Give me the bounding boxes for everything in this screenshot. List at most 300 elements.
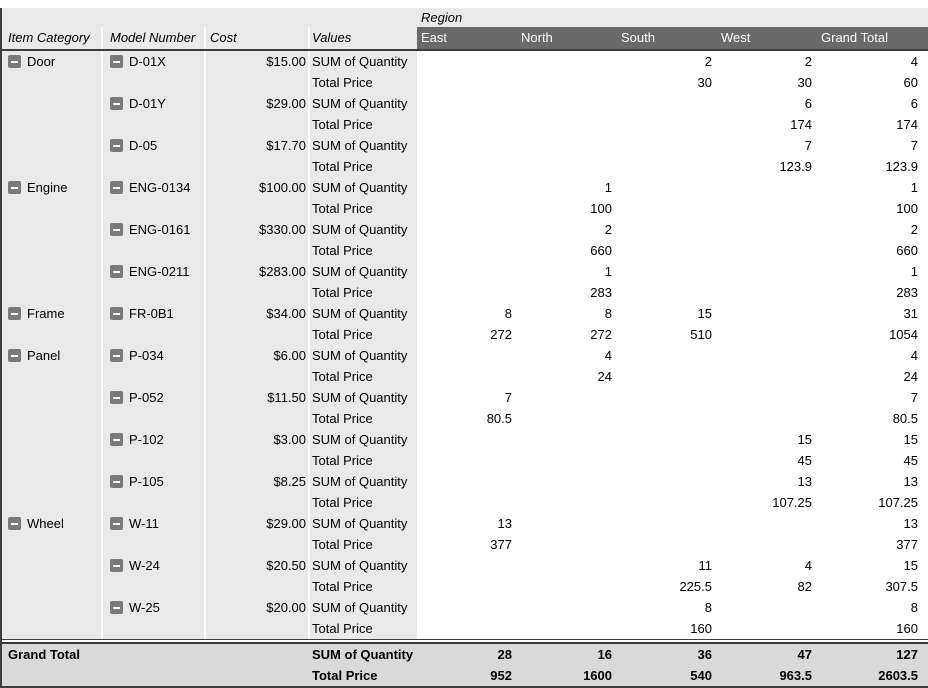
values-label-cell[interactable]: SUM of Quantity <box>310 471 417 492</box>
cell-west[interactable]: 6 <box>804 96 812 111</box>
cell-south[interactable] <box>617 513 717 534</box>
cost-cell[interactable] <box>206 240 310 261</box>
cell-east[interactable] <box>417 555 517 576</box>
cell-west[interactable]: 45 <box>797 453 812 468</box>
cell-west[interactable]: 47 <box>717 644 817 665</box>
cell-north[interactable]: 1600 <box>517 665 617 686</box>
values-label-cell[interactable]: Total Price <box>310 114 417 135</box>
region-label-cell[interactable] <box>417 8 928 27</box>
cell-east[interactable]: 272 <box>490 327 512 342</box>
cell-east[interactable]: 952 <box>417 665 517 686</box>
column-header-north[interactable]: North <box>517 27 617 49</box>
model-number-cell[interactable] <box>103 597 206 618</box>
collapse-category-button[interactable] <box>8 349 21 362</box>
cell-west[interactable] <box>717 324 817 345</box>
cell-north[interactable]: 8 <box>604 306 612 321</box>
item-category-cell[interactable] <box>0 387 103 408</box>
cell-west[interactable]: 123.9 <box>779 159 812 174</box>
cell-south[interactable] <box>617 471 717 492</box>
item-category-cell[interactable] <box>0 555 103 576</box>
cell-north[interactable]: 1 <box>604 264 612 279</box>
model-number-cell[interactable] <box>103 303 206 324</box>
cell-north[interactable] <box>517 387 617 408</box>
cell-south[interactable]: 8 <box>704 600 712 615</box>
cell-north[interactable] <box>517 555 617 576</box>
cell-total[interactable]: 2 <box>910 222 918 237</box>
cell-west[interactable] <box>717 408 817 429</box>
values-label-cell[interactable]: SUM of Quantity <box>310 303 417 324</box>
cell-west[interactable]: 963.5 <box>717 665 817 686</box>
cell-south[interactable] <box>617 261 717 282</box>
cost-cell[interactable]: $17.70 <box>206 135 310 156</box>
cell-south[interactable] <box>617 492 717 513</box>
cell-west[interactable] <box>717 177 817 198</box>
collapse-model-button[interactable] <box>110 475 123 488</box>
cell-east[interactable]: 80.5 <box>486 411 512 426</box>
collapse-model-button[interactable] <box>110 139 123 152</box>
collapse-model-button[interactable] <box>110 55 123 68</box>
values-label-cell[interactable]: Total Price <box>310 408 417 429</box>
cell-south[interactable]: 160 <box>690 621 712 636</box>
cell-north[interactable]: 24 <box>597 369 612 384</box>
cost-cell[interactable] <box>206 618 310 639</box>
collapse-category-button[interactable] <box>8 181 21 194</box>
collapse-category-button[interactable] <box>8 307 21 320</box>
cost-cell[interactable]: $6.00 <box>206 345 310 366</box>
cell-east[interactable]: 13 <box>497 516 512 531</box>
cell-west[interactable] <box>717 303 817 324</box>
model-number-cell[interactable] <box>103 408 206 429</box>
item-category-cell[interactable] <box>0 366 103 387</box>
cell-west[interactable]: 174 <box>790 117 812 132</box>
cell-total[interactable]: 123.9 <box>885 159 918 174</box>
cell-west[interactable] <box>717 387 817 408</box>
cell-total[interactable]: 4 <box>910 348 918 363</box>
cell-west[interactable] <box>717 345 817 366</box>
values-label-cell[interactable]: SUM of Quantity <box>310 555 417 576</box>
model-number-cell[interactable] <box>103 324 206 345</box>
cell-north[interactable] <box>517 114 617 135</box>
model-number-cell[interactable] <box>103 261 206 282</box>
cell-north[interactable] <box>517 156 617 177</box>
cell-north[interactable] <box>517 492 617 513</box>
model-number-cell[interactable] <box>103 198 206 219</box>
grand-total-label-cell[interactable] <box>0 665 103 686</box>
cost-cell[interactable] <box>206 156 310 177</box>
model-number-cell[interactable] <box>103 177 206 198</box>
cell-total[interactable]: 1 <box>910 180 918 195</box>
cost-cell[interactable]: $100.00 <box>206 177 310 198</box>
model-number-cell[interactable] <box>103 156 206 177</box>
cell-west[interactable] <box>717 597 817 618</box>
collapse-model-button[interactable] <box>110 223 123 236</box>
cell-south[interactable]: 225.5 <box>679 579 712 594</box>
collapse-model-button[interactable] <box>110 391 123 404</box>
item-category-cell[interactable] <box>0 324 103 345</box>
cell-total[interactable]: 31 <box>903 306 918 321</box>
header-item-category[interactable]: Item Category <box>0 27 103 49</box>
cell-south[interactable]: 30 <box>697 75 712 90</box>
cell-east[interactable] <box>417 282 517 303</box>
item-category-cell[interactable] <box>0 492 103 513</box>
cell-east[interactable] <box>417 156 517 177</box>
cell-east[interactable] <box>417 576 517 597</box>
cell-south[interactable]: 15 <box>697 306 712 321</box>
cell-south[interactable] <box>617 156 717 177</box>
cell-west[interactable]: 82 <box>797 579 812 594</box>
cell-east[interactable] <box>417 72 517 93</box>
item-category-cell[interactable] <box>0 135 103 156</box>
cell-south[interactable]: 540 <box>617 665 717 686</box>
model-number-cell[interactable] <box>103 387 206 408</box>
values-label-cell[interactable]: Total Price <box>310 282 417 303</box>
model-number-cell[interactable] <box>103 513 206 534</box>
column-header-grand-total[interactable]: Grand Total <box>817 27 928 49</box>
values-label-cell[interactable]: SUM of Quantity <box>310 177 417 198</box>
cost-cell[interactable] <box>206 534 310 555</box>
model-number-cell[interactable] <box>103 51 206 72</box>
cost-cell[interactable]: $15.00 <box>206 51 310 72</box>
values-label-cell[interactable]: Total Price <box>310 240 417 261</box>
collapse-model-button[interactable] <box>110 433 123 446</box>
cell-west[interactable] <box>717 282 817 303</box>
cell-west[interactable]: 15 <box>797 432 812 447</box>
item-category-cell[interactable] <box>0 240 103 261</box>
cost-cell[interactable] <box>206 366 310 387</box>
cell-west[interactable] <box>717 219 817 240</box>
cell-north[interactable] <box>517 576 617 597</box>
cell-east[interactable]: 377 <box>490 537 512 552</box>
cell-total[interactable]: 7 <box>910 138 918 153</box>
item-category-cell[interactable] <box>0 93 103 114</box>
cost-cell[interactable] <box>206 72 310 93</box>
item-category-cell[interactable] <box>0 114 103 135</box>
cell-east[interactable] <box>417 429 517 450</box>
cost-cell[interactable] <box>206 114 310 135</box>
collapse-model-button[interactable] <box>110 307 123 320</box>
cell-total[interactable]: 15 <box>903 432 918 447</box>
model-number-cell[interactable] <box>103 576 206 597</box>
item-category-cell[interactable] <box>0 282 103 303</box>
model-number-cell[interactable] <box>103 240 206 261</box>
cost-cell[interactable]: $20.00 <box>206 597 310 618</box>
cell-north[interactable] <box>517 471 617 492</box>
cell-total[interactable]: 107.25 <box>878 495 918 510</box>
collapse-model-button[interactable] <box>110 559 123 572</box>
cost-cell[interactable] <box>206 324 310 345</box>
cell-east[interactable] <box>417 450 517 471</box>
cell-total[interactable]: 283 <box>896 285 918 300</box>
cell-east[interactable] <box>417 240 517 261</box>
cell-west[interactable] <box>717 513 817 534</box>
cell-total[interactable]: 13 <box>903 474 918 489</box>
item-category-cell[interactable] <box>0 429 103 450</box>
item-category-cell[interactable] <box>0 51 103 72</box>
cost-cell[interactable] <box>206 644 310 665</box>
collapse-model-button[interactable] <box>110 181 123 194</box>
cell-south[interactable]: 510 <box>690 327 712 342</box>
cell-east[interactable]: 8 <box>504 306 512 321</box>
model-number-cell[interactable] <box>103 345 206 366</box>
cell-east[interactable]: 28 <box>417 644 517 665</box>
cell-east[interactable] <box>417 219 517 240</box>
cost-cell[interactable]: $3.00 <box>206 429 310 450</box>
values-label-cell[interactable]: Total Price <box>310 450 417 471</box>
values-label-cell[interactable]: SUM of Quantity <box>310 135 417 156</box>
cell-total[interactable]: 377 <box>896 537 918 552</box>
cell-total[interactable]: 24 <box>903 369 918 384</box>
cell-west[interactable]: 13 <box>797 474 812 489</box>
cell-south[interactable]: 2 <box>704 54 712 69</box>
values-label-cell[interactable]: SUM of Quantity <box>310 513 417 534</box>
values-label-cell[interactable]: Total Price <box>310 492 417 513</box>
collapse-category-button[interactable] <box>8 55 21 68</box>
cell-north[interactable] <box>517 72 617 93</box>
values-label-cell[interactable]: Total Price <box>310 618 417 639</box>
cell-east[interactable] <box>417 618 517 639</box>
cell-west[interactable] <box>717 618 817 639</box>
header-model-number[interactable]: Model Number <box>103 27 206 49</box>
cell-east[interactable] <box>417 177 517 198</box>
item-category-cell[interactable] <box>0 345 103 366</box>
model-number-cell[interactable] <box>103 471 206 492</box>
item-category-cell[interactable] <box>0 198 103 219</box>
values-label-cell[interactable]: SUM of Quantity <box>310 644 417 665</box>
cell-north[interactable] <box>517 93 617 114</box>
values-label-cell[interactable]: SUM of Quantity <box>310 51 417 72</box>
model-number-cell[interactable] <box>103 644 206 665</box>
cell-east[interactable] <box>417 93 517 114</box>
model-number-cell[interactable] <box>103 665 206 686</box>
cell-total[interactable]: 100 <box>896 201 918 216</box>
cost-cell[interactable] <box>206 665 310 686</box>
header-cost[interactable]: Cost <box>206 27 310 49</box>
values-label-cell[interactable]: Total Price <box>310 72 417 93</box>
model-number-cell[interactable] <box>103 450 206 471</box>
cell-south[interactable] <box>617 93 717 114</box>
cell-south[interactable] <box>617 345 717 366</box>
model-number-cell[interactable] <box>103 618 206 639</box>
cell-south[interactable] <box>617 114 717 135</box>
values-label-cell[interactable]: SUM of Quantity <box>310 219 417 240</box>
cell-total[interactable]: 160 <box>896 621 918 636</box>
item-category-cell[interactable] <box>0 219 103 240</box>
collapse-model-button[interactable] <box>110 517 123 530</box>
collapse-category-button[interactable] <box>8 517 21 530</box>
collapse-model-button[interactable] <box>110 601 123 614</box>
cell-total[interactable]: 1 <box>910 264 918 279</box>
cell-west[interactable]: 2 <box>804 54 812 69</box>
cost-cell[interactable] <box>206 282 310 303</box>
model-number-cell[interactable] <box>103 366 206 387</box>
collapse-model-button[interactable] <box>110 265 123 278</box>
cell-north[interactable] <box>517 429 617 450</box>
collapse-model-button[interactable] <box>110 349 123 362</box>
values-label-cell[interactable]: Total Price <box>310 198 417 219</box>
cell-south[interactable] <box>617 282 717 303</box>
cell-west[interactable] <box>717 240 817 261</box>
item-category-cell[interactable] <box>0 303 103 324</box>
cell-north[interactable]: 2 <box>604 222 612 237</box>
values-label-cell[interactable]: Total Price <box>310 576 417 597</box>
cost-cell[interactable] <box>206 198 310 219</box>
column-header-east[interactable]: East <box>417 27 517 49</box>
collapse-model-button[interactable] <box>110 97 123 110</box>
cell-north[interactable]: 4 <box>604 348 612 363</box>
model-number-cell[interactable] <box>103 93 206 114</box>
cell-total[interactable]: 660 <box>896 243 918 258</box>
model-number-cell[interactable] <box>103 429 206 450</box>
item-category-cell[interactable] <box>0 261 103 282</box>
values-label-cell[interactable]: SUM of Quantity <box>310 93 417 114</box>
model-number-cell[interactable] <box>103 555 206 576</box>
cell-west[interactable] <box>717 534 817 555</box>
cost-cell[interactable]: $29.00 <box>206 93 310 114</box>
model-number-cell[interactable] <box>103 135 206 156</box>
cell-west[interactable]: 107.25 <box>772 495 812 510</box>
model-number-cell[interactable] <box>103 534 206 555</box>
item-category-cell[interactable] <box>0 450 103 471</box>
column-header-west[interactable]: West <box>717 27 817 49</box>
cell-east[interactable]: 7 <box>504 390 512 405</box>
values-label-cell[interactable]: Total Price <box>310 534 417 555</box>
item-category-cell[interactable] <box>0 576 103 597</box>
cell-north[interactable]: 272 <box>590 327 612 342</box>
model-number-cell[interactable] <box>103 219 206 240</box>
cell-east[interactable] <box>417 135 517 156</box>
cost-cell[interactable]: $8.25 <box>206 471 310 492</box>
column-header-south[interactable]: South <box>617 27 717 49</box>
values-label-cell[interactable]: SUM of Quantity <box>310 261 417 282</box>
minus-icon <box>113 103 120 105</box>
cost-cell[interactable]: $34.00 <box>206 303 310 324</box>
cell-north[interactable] <box>517 534 617 555</box>
cell-total[interactable]: 8 <box>910 600 918 615</box>
cell-south[interactable] <box>617 387 717 408</box>
cost-cell[interactable] <box>206 492 310 513</box>
cell-total[interactable]: 13 <box>903 516 918 531</box>
cost-cell[interactable] <box>206 576 310 597</box>
cost-cell[interactable]: $330.00 <box>206 219 310 240</box>
cell-total[interactable]: 2603.5 <box>817 665 928 686</box>
cost-cell[interactable]: $20.50 <box>206 555 310 576</box>
cell-east[interactable] <box>417 345 517 366</box>
cell-north[interactable] <box>517 450 617 471</box>
model-number-cell[interactable] <box>103 282 206 303</box>
values-label-cell[interactable]: SUM of Quantity <box>310 597 417 618</box>
cell-total[interactable]: 4 <box>910 54 918 69</box>
cell-south[interactable]: 36 <box>617 644 717 665</box>
item-category-cell[interactable] <box>0 408 103 429</box>
cell-south[interactable]: 11 <box>698 558 712 573</box>
grand-total-label-cell[interactable]: Grand Total <box>0 644 103 665</box>
item-category-cell[interactable] <box>0 177 103 198</box>
cell-total[interactable]: 6 <box>910 96 918 111</box>
cell-total[interactable]: 307.5 <box>885 579 918 594</box>
values-label-cell[interactable]: SUM of Quantity <box>310 387 417 408</box>
cell-north[interactable]: 16 <box>517 644 617 665</box>
item-category-cell[interactable] <box>0 156 103 177</box>
cell-total[interactable]: 127 <box>817 644 928 665</box>
cell-south[interactable] <box>617 135 717 156</box>
cost-cell[interactable] <box>206 408 310 429</box>
cell-south[interactable] <box>617 408 717 429</box>
cell-south[interactable] <box>617 177 717 198</box>
item-category-cell[interactable] <box>0 597 103 618</box>
cell-south[interactable] <box>617 219 717 240</box>
values-label-cell[interactable]: SUM of Quantity <box>310 429 417 450</box>
cell-east[interactable] <box>417 114 517 135</box>
item-category-cell[interactable] <box>0 513 103 534</box>
cell-east[interactable] <box>417 51 517 72</box>
cell-north[interactable] <box>517 618 617 639</box>
item-category-cell[interactable] <box>0 534 103 555</box>
header-values[interactable]: Values <box>310 27 417 49</box>
cell-west[interactable]: 30 <box>797 75 812 90</box>
cell-total[interactable]: 80.5 <box>892 411 918 426</box>
cost-cell[interactable]: $11.50 <box>206 387 310 408</box>
cell-east[interactable] <box>417 471 517 492</box>
cell-north[interactable]: 283 <box>590 285 612 300</box>
cell-south[interactable] <box>617 450 717 471</box>
values-label-cell[interactable]: SUM of Quantity <box>310 345 417 366</box>
model-number-cell[interactable] <box>103 492 206 513</box>
values-label-cell[interactable]: Total Price <box>310 366 417 387</box>
cell-north[interactable]: 100 <box>590 201 612 216</box>
cell-south[interactable] <box>617 534 717 555</box>
cell-north[interactable] <box>517 513 617 534</box>
cell-total[interactable]: 15 <box>903 558 918 573</box>
cell-east[interactable] <box>417 597 517 618</box>
cell-west[interactable] <box>717 366 817 387</box>
cell-total[interactable]: 7 <box>910 390 918 405</box>
cell-west[interactable] <box>717 261 817 282</box>
values-label-cell[interactable]: Total Price <box>310 665 417 686</box>
cost-cell[interactable]: $29.00 <box>206 513 310 534</box>
cell-north[interactable] <box>517 51 617 72</box>
cost-cell[interactable]: $283.00 <box>206 261 310 282</box>
cell-total[interactable]: 174 <box>896 117 918 132</box>
cell-east[interactable] <box>417 366 517 387</box>
cell-east[interactable] <box>417 261 517 282</box>
cell-east[interactable] <box>417 492 517 513</box>
cell-west[interactable]: 4 <box>804 558 812 573</box>
cell-west[interactable]: 7 <box>804 138 812 153</box>
item-category-cell[interactable] <box>0 618 103 639</box>
cell-south[interactable] <box>617 240 717 261</box>
item-category-cell[interactable] <box>0 72 103 93</box>
model-number-cell[interactable] <box>103 114 206 135</box>
cell-south[interactable] <box>617 429 717 450</box>
cell-north[interactable] <box>517 408 617 429</box>
values-label-cell[interactable]: Total Price <box>310 156 417 177</box>
values-label-cell[interactable]: Total Price <box>310 324 417 345</box>
cell-total[interactable]: 60 <box>903 75 918 90</box>
cell-north[interactable] <box>517 597 617 618</box>
cell-total[interactable]: 45 <box>903 453 918 468</box>
cell-south[interactable] <box>617 366 717 387</box>
cell-north[interactable]: 1 <box>604 180 612 195</box>
item-category-cell[interactable] <box>0 471 103 492</box>
cell-south[interactable] <box>617 198 717 219</box>
cell-west[interactable] <box>717 198 817 219</box>
cell-north[interactable]: 660 <box>590 243 612 258</box>
cost-cell[interactable] <box>206 450 310 471</box>
cell-total[interactable]: 1054 <box>889 327 918 342</box>
cell-east[interactable] <box>417 198 517 219</box>
cell-north[interactable] <box>517 135 617 156</box>
model-number-cell[interactable] <box>103 72 206 93</box>
